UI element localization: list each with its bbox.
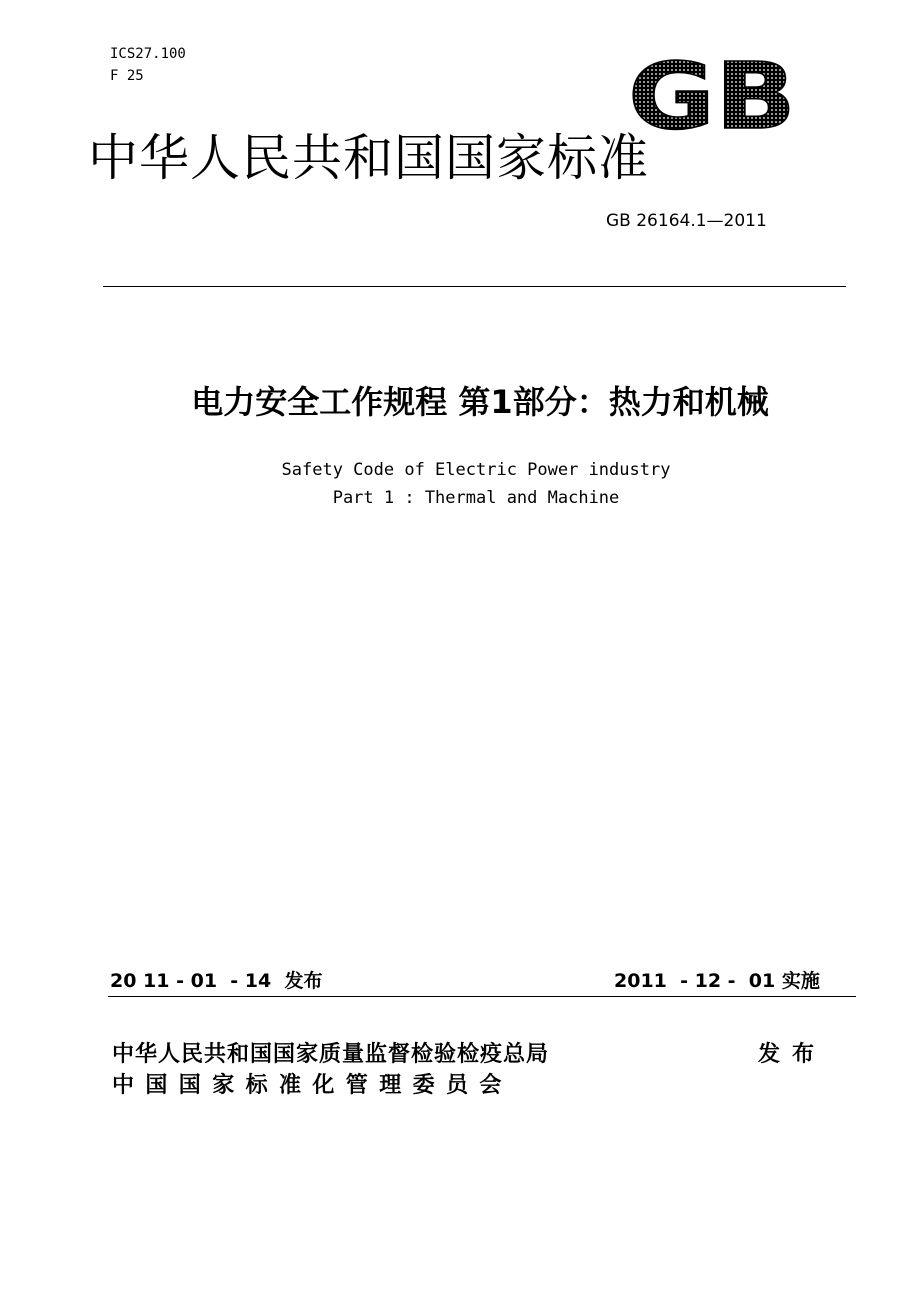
document-title-chinese: 电力安全工作规程 第1部分：热力和机械: [191, 383, 769, 421]
top-divider: [103, 286, 846, 287]
issuer-aqsiq: 中华人民共和国国家质量监督检验检疫总局: [112, 1042, 550, 1067]
bottom-divider: [108, 996, 856, 997]
implementation-date: 2011 - 12 - 01 实施: [614, 970, 820, 992]
national-standard-heading: 中华人民共和国国家标准: [88, 129, 649, 187]
issuer-sac: 中国国家标准化管理委员会: [112, 1073, 513, 1098]
standard-number: GB 26164.1—2011: [606, 211, 767, 231]
issue-word: 发布: [758, 1042, 827, 1067]
issue-date: 20 11 - 01 - 14 发布: [110, 970, 323, 992]
ics-code: ICS27.100: [110, 46, 186, 62]
document-title-english-line1: Safety Code of Electric Power industry: [281, 460, 671, 480]
document-title-english-line2: Part 1 : Thermal and Machine: [332, 488, 620, 508]
classification-code: F 25: [110, 68, 144, 84]
gb-logo: [626, 56, 798, 134]
gb-logo-text: GB: [628, 56, 796, 134]
